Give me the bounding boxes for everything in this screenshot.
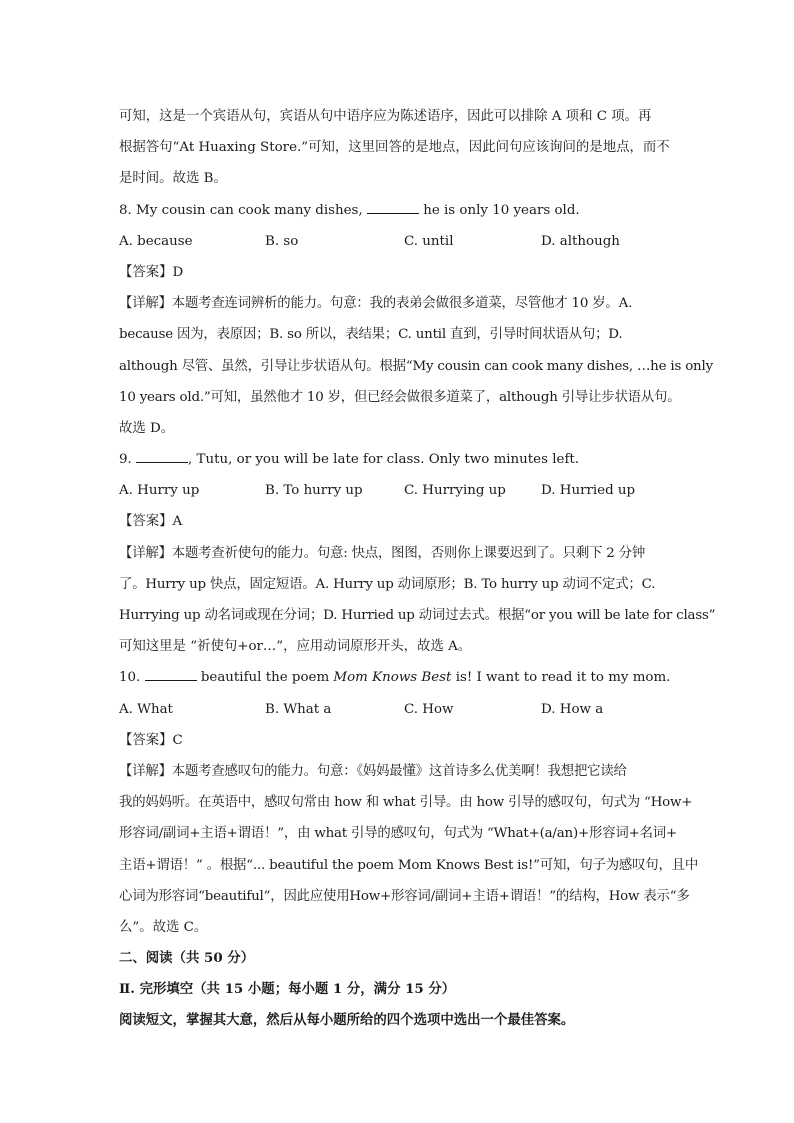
question-stem-text: 9.	[119, 452, 137, 468]
text-line: 可知，这是一个宾语从句，宾语从句中语序应为陈述语序，因此可以排除 A 项和 C 项。再	[119, 109, 652, 124]
subsection-heading: Ⅱ. 完形填空（共 15 小题；每小题 1 分，满分 15 分）	[119, 981, 456, 998]
explanation-line: 我的妈妈听。在英语中，感叹句常由 how 和 what 引导。由 how 引导的感叹句，句式为 “How+	[119, 795, 693, 811]
question-stem-text: 10.	[119, 670, 145, 686]
explanation-line: 【详解】本题考查连词辨析的能力。句意：我的表弟会做很多道菜，尽管他才 10 岁。A.	[119, 296, 633, 312]
explanation-line: 可知这里是 “祈使句+or…”，应用动词原形开头，故选 A。	[119, 639, 472, 655]
question-9-stem	[119, 444, 679, 475]
question-10-stem	[119, 662, 679, 693]
text-line: 是时间。故选 B。	[119, 171, 227, 187]
answer-label: 【答案】C	[119, 732, 183, 748]
answer-blank	[367, 200, 419, 214]
explanation-line: 了。Hurry up 快点，固定短语。A. Hurry up 动词原形；B. To hurry up 动词不定式；C.	[119, 576, 656, 592]
option-c: C. Hurrying up	[404, 483, 506, 499]
question-8-options	[119, 226, 679, 257]
explanation-line: although 尽管、虽然，引导让步状语从句。根据“My cousin can cook many dishes, …he is only	[119, 358, 713, 374]
explanation-line: Hurrying up 动名词或现在分词；D. Hurried up 动词过去式。根据“or you will be late for class”	[119, 608, 716, 623]
explanation-line: 【详解】本题考查感叹句的能力。句意：《妈妈最懂》这首诗多么优美啊！我想把它读给	[119, 763, 627, 779]
explanation-line: 10 years old.”可知，虽然他才 10 岁，但已经会做很多道菜了，although 引导让步状语从句。	[119, 389, 681, 405]
explanation-line: 【详解】本题考查祈使句的能力。句意: 快点，图图，否则你上课要迟到了。只剩下 2 分钟	[119, 545, 646, 561]
page-content	[119, 101, 716, 1037]
question-stem-text: he is only 10 years old.	[418, 202, 580, 218]
question-stem-text: is! I want to read it to my mom.	[451, 670, 671, 686]
option-b: B. What a	[265, 701, 332, 717]
question-stem-text: beautiful the poem	[196, 670, 334, 686]
question-stem-text: , Tutu, or you will be late for class. Only two minutes left.	[188, 452, 580, 468]
explanation-line: because 因为，表原因；B. so 所以，表结果；C. until 直到，引导时间状语从句；D.	[119, 327, 623, 343]
section-heading: 二、阅读（共 50 分）	[119, 950, 255, 967]
option-b: B. so	[265, 233, 299, 249]
question-stem-text: 8. My cousin can cook many dishes,	[119, 202, 367, 218]
question-9-options	[119, 475, 679, 506]
answer-blank	[136, 449, 188, 463]
option-c: C. until	[404, 233, 454, 249]
explanation-line: 心词为形容词“beautiful”，因此应使用How+形容词/副词+主语+谓语！”的结构，How 表示“多	[119, 888, 690, 904]
option-d: D. although	[541, 233, 620, 249]
option-a: A. What	[119, 701, 173, 717]
explanation-line: 故选 D。	[119, 420, 175, 436]
question-10-options	[119, 694, 679, 725]
answer-blank	[145, 667, 197, 681]
option-c: C. How	[404, 701, 454, 717]
option-d: D. How a	[541, 701, 604, 717]
poem-title: Mom Knows Best	[333, 670, 452, 686]
option-d: D. Hurried up	[541, 483, 636, 499]
option-a: A. because	[119, 233, 193, 249]
answer-label: 【答案】D	[119, 264, 184, 280]
text-line: 根据答句“At Huaxing Store.”可知，这里回答的是地点，因此问句应该询问的是地点，而不	[119, 140, 670, 156]
answer-label: 【答案】A	[119, 514, 183, 530]
instruction-text: 阅读短文，掌握其大意，然后从每小题所给的四个选项中选出一个最佳答案。	[119, 1012, 575, 1029]
question-8-stem	[119, 195, 679, 226]
explanation-line: 么”。故选 C。	[119, 919, 208, 935]
explanation-line: 形容词/副词+主语+谓语！”，由 what 引导的感叹句，句式为 “What+(a/an)+形容词+名词+	[119, 826, 677, 842]
option-a: A. Hurry up	[119, 483, 200, 499]
explanation-line: 主语+谓语！” 。根据“... beautiful the poem Mom Knows Best is!”可知，句子为感叹句，且中	[119, 857, 699, 873]
option-b: B. To hurry up	[265, 483, 363, 499]
